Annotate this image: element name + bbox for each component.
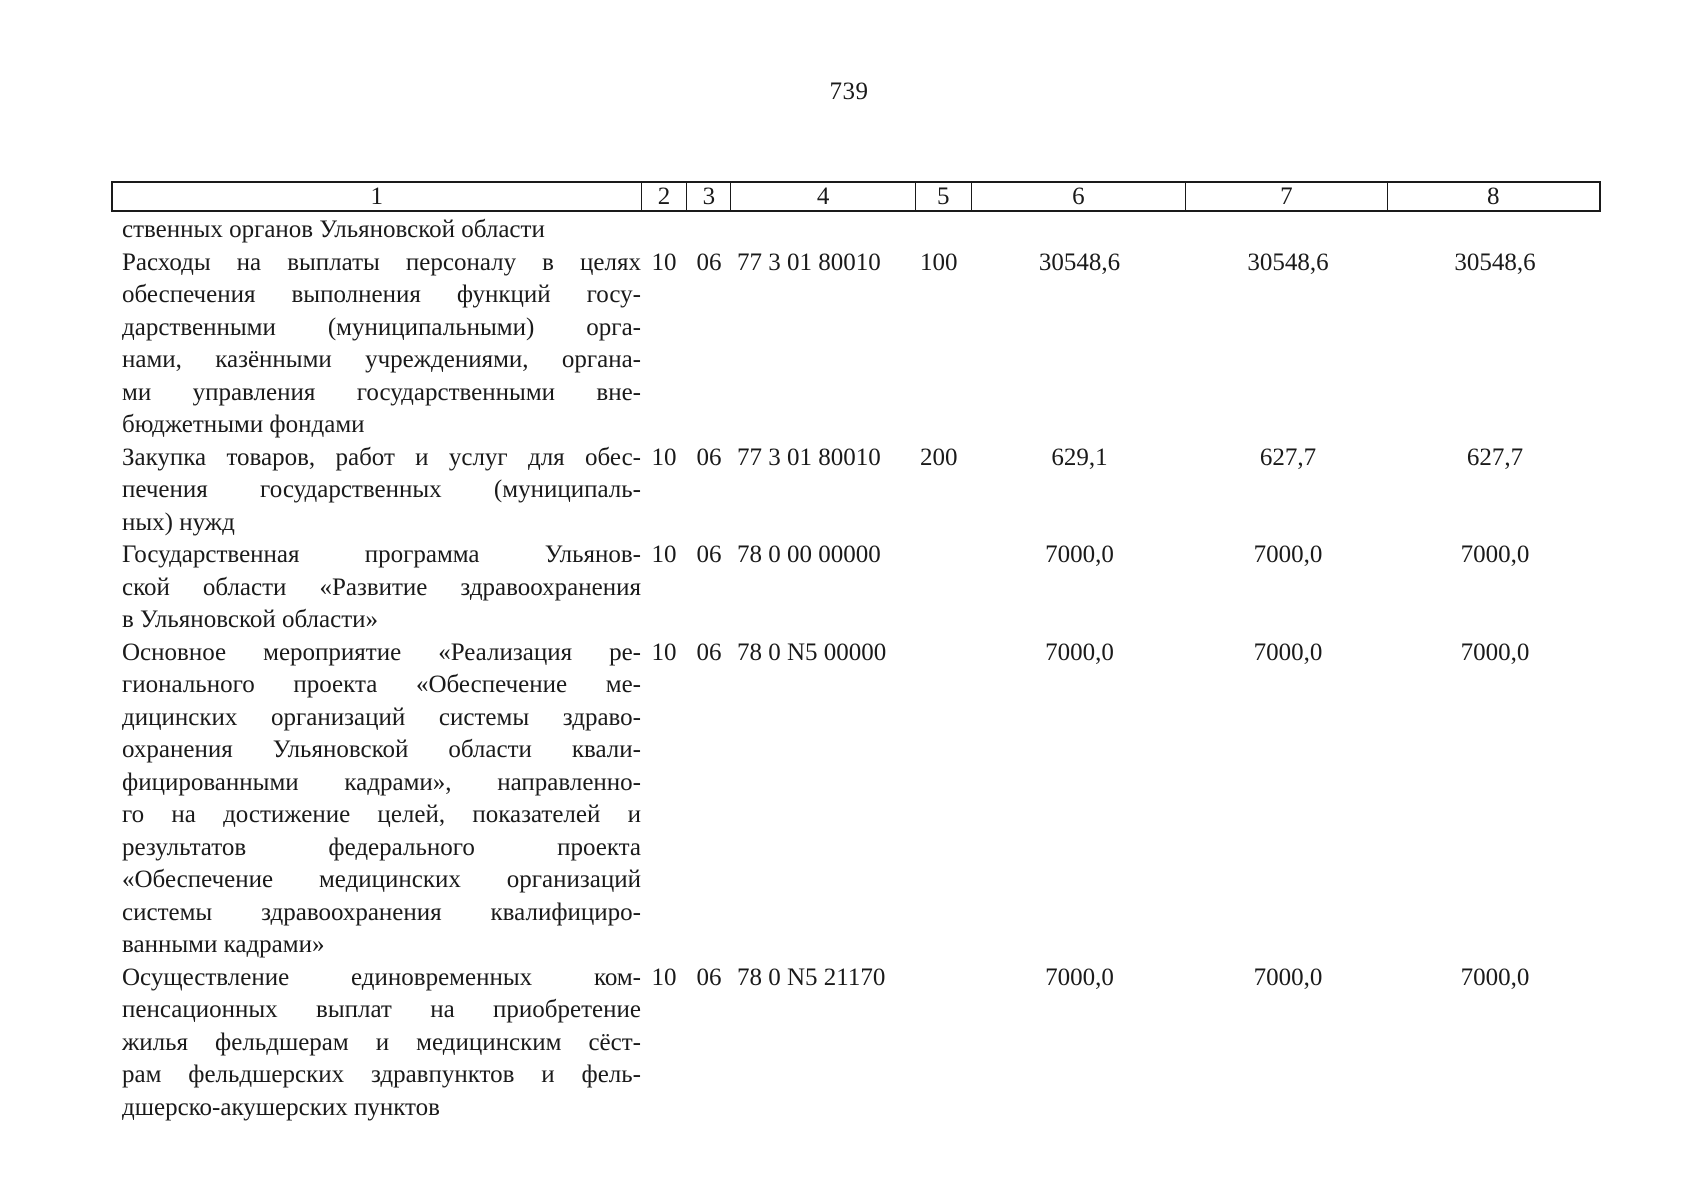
- row-description: [111, 637, 641, 962]
- header-col-8: 8: [1487, 183, 1500, 210]
- cell-col-3: 06: [696, 541, 722, 568]
- table-header: [111, 181, 1601, 212]
- cell-col-3: 06: [696, 963, 722, 991]
- description-line: жилья фельдшерам и медицинским сёст-: [122, 1028, 641, 1056]
- description-line: рам фельдшерских здравпунктов и фель-: [122, 1061, 641, 1088]
- cell-col-6: 30548,6: [1038, 248, 1121, 276]
- header-col-6: 6: [972, 183, 1186, 210]
- cell-col-7: 7000,0: [1253, 963, 1323, 991]
- cell-col-3: [687, 214, 731, 247]
- description-line: системы здравоохранения квалифициро-: [122, 898, 641, 926]
- cell-col-4: [731, 214, 916, 247]
- description-line: ской области «Развитие здравоохранения: [122, 573, 641, 601]
- cell-col-2: 10: [651, 443, 677, 471]
- cell-col-7: [1187, 214, 1389, 247]
- description-line: результатов федерального проекта: [122, 833, 641, 861]
- cell-col-2: 10: [651, 638, 677, 666]
- cell-col-7: 7000,0: [1253, 638, 1323, 666]
- description-line: Государственная программа Ульянов-: [122, 541, 641, 568]
- cell-col-8: 30548,6: [1454, 248, 1536, 276]
- description-line: го на достижение целей, показателей и: [122, 801, 641, 828]
- description-line: фицированными кадрами», направленно-: [122, 768, 641, 796]
- cell-col-2: [641, 214, 687, 247]
- row-description: [111, 442, 641, 540]
- header-col-1: 1: [113, 183, 642, 210]
- cell-col-8: [1389, 214, 1601, 247]
- cell-col-6: 7000,0: [1045, 963, 1114, 991]
- table-row: [111, 962, 1601, 1125]
- cell-col-2: 10: [651, 248, 677, 276]
- description-line: ванными кадрами»: [122, 931, 325, 958]
- description-line: гионального проекта «Обеспечение ме-: [122, 671, 641, 698]
- cell-col-4: 78 0 N5 00000: [737, 638, 887, 666]
- row-description: [111, 214, 641, 247]
- table-row: [111, 637, 1601, 962]
- header-col-5: 5: [916, 183, 972, 210]
- description-line: Основное мероприятие «Реализация ре-: [122, 638, 641, 666]
- description-line: охранения Ульяновской области квали-: [122, 736, 641, 763]
- cell-col-3: 06: [696, 248, 722, 276]
- cell-col-6: 7000,0: [1045, 638, 1114, 666]
- cell-col-2: 10: [651, 963, 677, 991]
- cell-col-5: 200: [920, 443, 958, 471]
- cell-col-6: 629,1: [1051, 443, 1108, 471]
- cell-col-6: 7000,0: [1045, 541, 1114, 568]
- cell-col-4: 78 0 00 00000: [737, 541, 881, 568]
- table-row: [111, 539, 1601, 637]
- cell-col-5: [916, 962, 972, 1125]
- row-description: [111, 247, 641, 442]
- cell-col-8: 7000,0: [1460, 638, 1530, 666]
- description-line: «Обеспечение медицинских организаций: [122, 866, 641, 893]
- description-line: нами, казёнными учреждениями, органа-: [122, 346, 641, 373]
- row-description: [111, 962, 641, 1125]
- description-line: пенсационных выплат на приобретение: [122, 996, 641, 1023]
- table-row: [111, 214, 1601, 247]
- description-line: ственных органов Ульяновской области: [122, 216, 545, 243]
- cell-col-7: 627,7: [1259, 443, 1317, 471]
- cell-col-7: 7000,0: [1253, 541, 1323, 568]
- description-line: Расходы на выплаты персоналу в целях: [122, 248, 641, 276]
- row-description: [111, 539, 641, 637]
- description-line: обеспечения выполнения функций госу-: [122, 281, 641, 308]
- table-row: [111, 247, 1601, 442]
- cell-col-3: 06: [696, 443, 722, 471]
- cell-col-4: 77 3 01 80010: [737, 248, 881, 276]
- cell-col-5: [916, 637, 972, 962]
- cell-col-5: [916, 539, 972, 637]
- header-col-4: 4: [731, 183, 916, 210]
- description-line: дарственными (муниципальными) орга-: [122, 313, 641, 341]
- description-line: в Ульяновской области»: [122, 606, 379, 633]
- header-col-2: 2: [642, 183, 688, 210]
- cell-col-4: 77 3 01 80010: [737, 443, 881, 471]
- header-col-7: 7: [1186, 183, 1387, 210]
- cell-col-5: [916, 214, 972, 247]
- page-number: 739: [829, 78, 869, 105]
- cell-col-4: 78 0 N5 21170: [737, 963, 886, 991]
- cell-col-2: 10: [651, 541, 677, 568]
- description-line: печения государственных (муниципаль-: [122, 476, 641, 503]
- cell-col-8: 7000,0: [1460, 541, 1530, 568]
- description-line: Осуществление единовременных ком-: [122, 963, 641, 991]
- description-line: бюджетными фондами: [122, 411, 365, 438]
- cell-col-6: [972, 214, 1187, 247]
- description-line: ми управления государственными вне-: [122, 378, 641, 406]
- description-line: ных) нужд: [122, 508, 235, 536]
- cell-col-8: 627,7: [1466, 443, 1524, 471]
- cell-col-5: 100: [920, 248, 958, 276]
- cell-col-3: 06: [696, 638, 722, 666]
- header-col-3: 3: [687, 183, 731, 210]
- description-line: дицинских организаций системы здраво-: [122, 703, 641, 731]
- description-line: дшерско-акушерских пунктов: [122, 1093, 440, 1121]
- cell-col-7: 30548,6: [1247, 248, 1329, 276]
- table-body: [111, 214, 1601, 1124]
- description-line: Закупка товаров, работ и услуг для обес-: [122, 443, 641, 471]
- cell-col-8: 7000,0: [1460, 963, 1530, 991]
- table-row: [111, 442, 1601, 540]
